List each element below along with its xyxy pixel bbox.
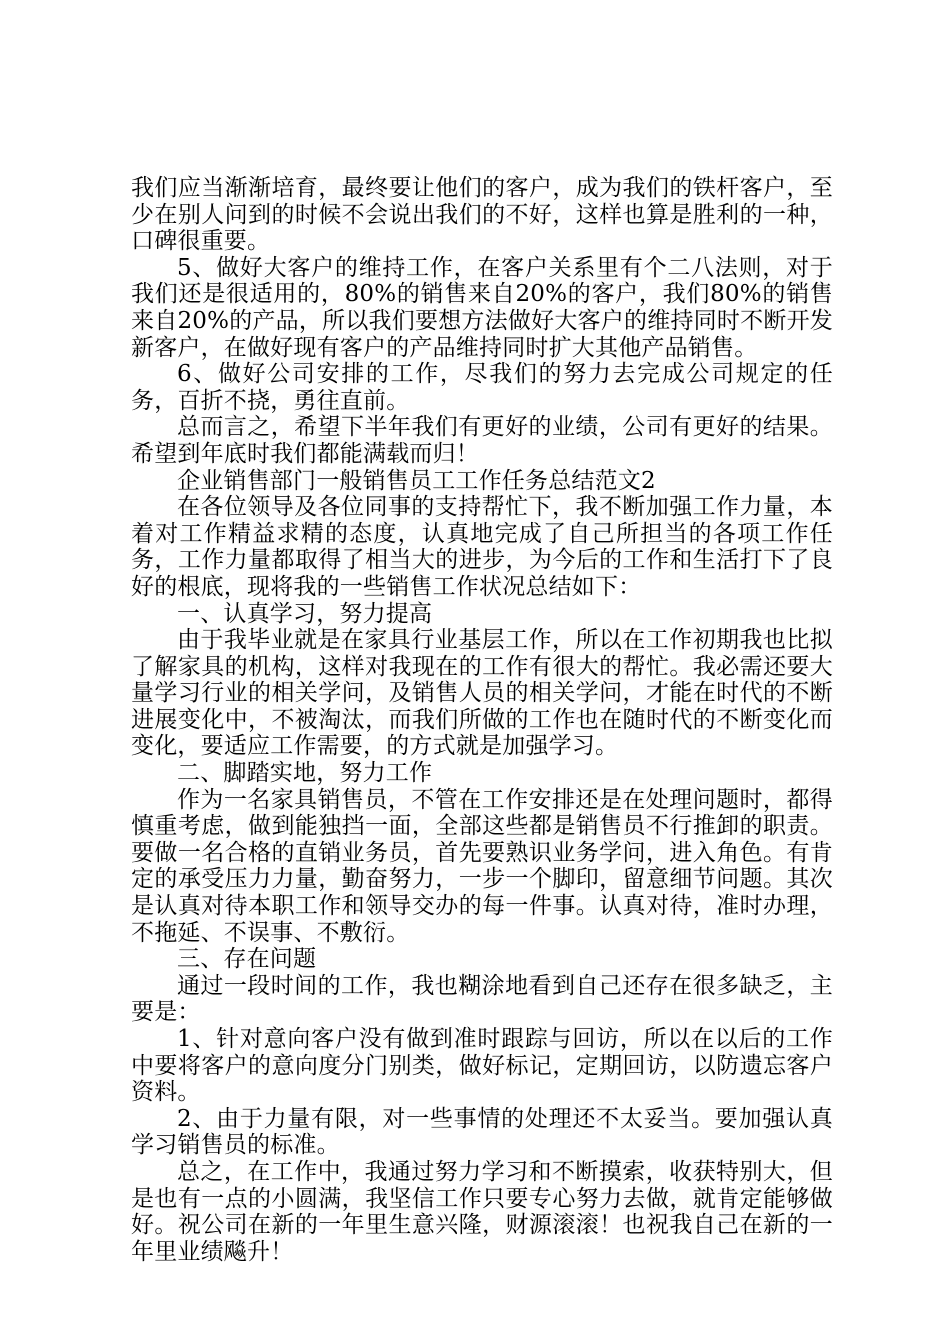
section-heading: 二、脚踏实地，努力工作	[177, 760, 433, 787]
paragraph: 总之，在工作中，我通过努力学习和不断摸索，收获特别大，但是也有一点的小圆满，我坚信工作只要专心努力去做，就肯定能够做好。祝公司在新的一年里生意兴隆，财源滚滚！也祝我自己在新的一年里业绩飚升！	[131, 1158, 833, 1265]
section-title: 企业销售部门一般销售员工工作任务总结范文2	[177, 467, 656, 494]
section-heading: 三、存在问题	[177, 946, 317, 973]
paragraph: 在各位领导及各位同事的支持帮忙下，我不断加强工作力量，本着对工作精益求精的态度，认真地完成了自己所担当的各项工作任务，工作力量都取得了相当大的进步，为今后的工作和生活打下了良好的根底，现将我的一些销售工作状况总结如下：	[131, 494, 833, 600]
paragraph: 由于我毕业就是在家具行业基层工作，所以在工作初期我也比拟了解家具的机构，这样对我现在的工作有很大的帮忙。我必需还要大量学习行业的相关学问，及销售人员的相关学问，才能在时代的不断进展变化中，不被淘汰，而我们所做的工作也在随时代的不断变化而变化，要适应工作需要，的方式就是加强学习。	[131, 627, 833, 760]
paragraph: 通过一段时间的工作，我也糊涂地看到自己还存在很多缺乏，主要是：	[131, 972, 833, 1026]
paragraph: 作为一名家具销售员，不管在工作安排还是在处理问题时，都得慎重考虑，做到能独挡一面，全部这些都是销售员不行推卸的职责。要做一名合格的直销业务员，首先要熟识业务学问，进入角色。有肯定的承受压力力量，勤奋努力，一步一个脚印，留意细节问题。其次是认真对待本职工作和领导交办的每一件事。认真对待，准时办理，不拖延、不误事、不敷衍。	[131, 786, 833, 946]
paragraph: 我们应当渐渐培育，最终要让他们的客户，成为我们的铁杆客户，至少在别人问到的时候不会说出我们的不好，这样也算是胜利的一种，口碑很重要。	[131, 175, 833, 255]
paragraph: 1、针对意向客户没有做到准时跟踪与回访，所以在以后的工作中要将客户的意向度分门别类，做好标记，定期回访，以防遗忘客户资料。	[131, 1026, 833, 1106]
paragraph: 6、做好公司安排的工作，尽我们的努力去完成公司规定的任务，百折不挠，勇往直前。	[131, 361, 833, 414]
section-heading: 一、认真学习，努力提高	[177, 600, 433, 627]
paragraph: 2、由于力量有限，对一些事情的处理还不太妥当。要加强认真学习销售员的标准。	[131, 1105, 833, 1159]
paragraph: 5、做好大客户的维持工作，在客户关系里有个二八法则，对于我们还是很适用的，80%的销售来自20%的客户，我们80%的销售来自20%的产品，所以我们要想方法做好大客户的维持同时不断开发新客户，在做好现有客户的产品维持同时扩大其他产品销售。	[131, 254, 833, 361]
paragraph: 总而言之，希望下半年我们有更好的业绩，公司有更好的结果。希望到年底时我们都能满载而归！	[131, 414, 833, 467]
document-body	[131, 175, 833, 1265]
